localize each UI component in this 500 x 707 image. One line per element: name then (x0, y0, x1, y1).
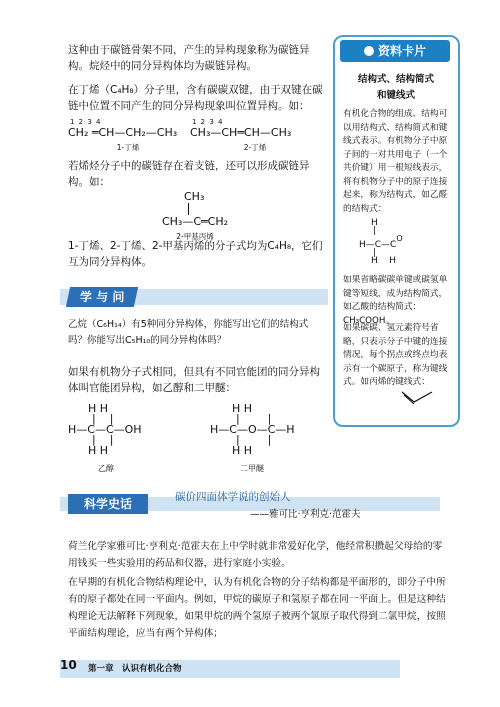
formula: CH₂ ═CH—CH₂—CH₃ (68, 126, 178, 139)
compound-name: 二甲醚 (240, 464, 264, 473)
compound-name: 2-丁烯 (243, 143, 267, 152)
bottom-hydrogen: H (371, 256, 378, 266)
chapter-title: 第一章 认识有机化合物 (88, 664, 182, 674)
info-card-body: 有机化合物的组成、结构可以用结构式、结构简式和键线式表示。有机物分子中原子间的一对共用电子（一个共价键）用一根短线表示，将有机物分子中的原子连接起来，称为结构式，如乙醛的结构式： (343, 109, 448, 214)
info-card-title (340, 72, 452, 104)
top-hydrogens: H H (232, 402, 253, 415)
info-card-tab-label: 资料卡片 (377, 44, 426, 58)
info-card-body-3: 如果碳碳、氢元素符号省略，只表示分子中键的连接情况，每个拐点或终点均表示有一个碳原子，称为键线式。如丙烯的键线式： (343, 323, 448, 387)
para-isomers-summary: 1-丁烯、2-丁烯、2-甲基丙烯的分子式均为C₄H₈，它们互为同分异构体。 (68, 240, 323, 268)
bottom-bonds: | | (236, 433, 272, 446)
history-para-1: 荷兰化学家雅可比·亨利克·范霍夫在上中学时就非常爱好化学，他经常积攒起父母给的零用钱买一些实验用的药品和仪器，进行家庭小实验。 (68, 541, 443, 569)
main-chain: H—C—O—C—H (210, 423, 295, 436)
history-banner: 科学史话 (68, 494, 148, 514)
dimethyl-ether-structure (210, 402, 320, 474)
top-bonds: | | (236, 412, 272, 425)
xuewen-question: 乙烷（C₆H₁₄）有5种同分异构体，你能写出它们的结构式吗？你能写出C₅H₁₀的同分异构体吗？ (68, 319, 309, 346)
top-hydrogen: H (371, 218, 378, 228)
branch-bond (140, 203, 250, 215)
para-branched-chain: 若烯烃分子中的碳链存在着支链，还可以形成碳链异构。如： (68, 160, 310, 188)
para-functional-isomerism: 如果有机物分子式相同，但具有不同官能团的同分异构体叫官能团异构，如乙醇和二甲醚： (68, 366, 320, 394)
bottom-hydrogens (345, 256, 445, 266)
compound-name: 乙醇 (98, 464, 114, 473)
info-card-tab (340, 40, 450, 62)
main-chain: H—C—C—OH (68, 423, 142, 436)
bottom-bonds: | | (92, 433, 114, 446)
xuewen-title: 学 与 问 (79, 290, 125, 304)
aldehyde-hydrogen: H (389, 256, 397, 266)
history-para-2: 在早期的有机化合物结构理论中，认为有机化合物的分子结构都是平面形的，即分子中所有的原子都处在同一平面内。例如，甲烷的碳原子和氢原子都在同一平面上。但是这种结构理论无法解释下列现象，如果甲烷的两个氢原子被两个氯原子取代得到二氯甲烷，按照平面结构理论，应当有两个异构体； (68, 577, 446, 639)
top-bond: | (373, 226, 377, 236)
propene-skeletal-icon (400, 388, 436, 404)
formula: CH₃—CH═CH—CH₃ (190, 126, 292, 139)
butene-1-structure (68, 118, 188, 153)
bottom-hydrogens: H H (232, 444, 253, 457)
para-carbon-chain-isomerism: 这种由于碳链骨架不同，产生的异构现象称为碳链异构。烷烃中的同分异构体均为碳链异构。 (68, 44, 310, 72)
history-title: 碳价四面体学说的创始人 (175, 491, 291, 503)
para-position-isomerism: 在丁烯（C₄H₈）分子里，含有碳碳双键，由于双键在碳链中位置不同产生的同分异构现象叫位置异构。如： (68, 84, 323, 112)
branch-group: CH₃ (184, 190, 205, 203)
info-icon (364, 46, 374, 56)
main-chain (345, 234, 445, 250)
atom-numbers: 1 2 3 4 (70, 118, 102, 126)
methylpropene-structure (140, 190, 250, 242)
formula: CH₃—C═CH₂ (161, 215, 229, 228)
top-bonds: | | (92, 412, 114, 425)
info-card-title-line1: 结构式、结构简式 (357, 74, 434, 85)
compound-name: 1-丁烯 (116, 143, 140, 152)
page-number: 10 (60, 658, 77, 672)
bottom-hydrogens: H H (88, 444, 109, 457)
aldehyde-chain: H—C—C (359, 240, 397, 250)
compound-name: 2-甲基丙烯 (176, 232, 214, 241)
top-hydrogens: H H (88, 402, 109, 415)
info-card-title-line2: 和键线式 (376, 90, 415, 101)
bottom-bond: | (373, 248, 377, 258)
acetaldehyde-structure (345, 218, 445, 266)
history-subtitle: ——雅可比·亨利克·范霍夫 (250, 509, 361, 520)
atom-numbers: 1 2 3 4 (192, 118, 224, 126)
ethanol-structure (68, 402, 158, 474)
xuewen-banner (66, 287, 138, 307)
butene-2-structure (190, 118, 320, 153)
info-card-body-2: 如果省略碳碳单键或碳氢单键等短线，成为结构简式，如乙酸的结构简式：CH₃COOH。 (343, 275, 448, 326)
aldehyde-oxygen: O (396, 234, 403, 243)
